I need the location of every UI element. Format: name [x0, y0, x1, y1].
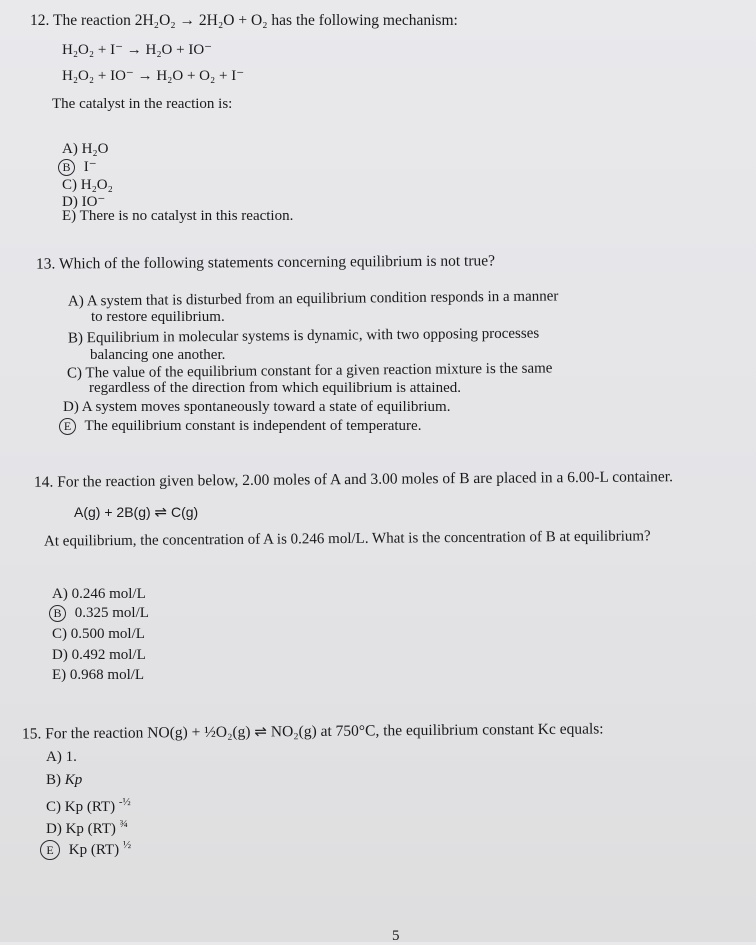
option-text: Kp (RT): [64, 799, 116, 815]
option-letter: E): [52, 667, 67, 683]
option-letter: A): [52, 586, 68, 602]
option-letter: C): [66, 365, 83, 382]
q15-option-c: [46, 793, 131, 816]
q13-option-a-line2: to restore equilibrium.: [91, 309, 225, 325]
option-text: Equilibrium in molecular systems is dynamic, with two opposing processes: [86, 325, 540, 347]
option-letter: A): [62, 141, 78, 157]
option-exponent: ¾: [119, 818, 128, 830]
option-text: Kp (RT): [65, 821, 116, 837]
option-text: The value of the equilibrium constant for a given reaction mixture is the same: [85, 360, 553, 382]
option-letter: C): [62, 177, 77, 193]
q14-option-a: [52, 585, 146, 603]
q13-option-e-circled: [59, 417, 421, 435]
q12-prompt: The catalyst in the reaction is:: [52, 96, 233, 112]
option-text: A system that is disturbed from an equilibrium condition responds in a manner: [86, 288, 559, 310]
q14-option-b-circled: [49, 604, 149, 622]
q13-option-b-line2: balancing one another.: [90, 347, 226, 363]
option-text: 0.246 mol/L: [71, 586, 146, 602]
option-exponent: ½: [122, 839, 132, 851]
equilibrium-arrow-icon: ⇌: [254, 722, 268, 741]
option-letter: D): [52, 647, 68, 663]
q13-option-b-line1: [68, 325, 539, 348]
q15-option-d: [46, 815, 128, 838]
q14-stem: 14. For the reaction given below, 2.00 moles of A and 3.00 moles of B are placed in a 6.00-L container.: [33, 468, 673, 491]
q14-option-c: [52, 625, 145, 643]
q13-option-c-line2: regardless of the direction from which equilibrium is attained.: [89, 380, 461, 396]
option-letter: E): [62, 208, 77, 224]
reaction-products: C(g): [171, 504, 199, 520]
q15-stem-reactants: 15. For the reaction NO(g) + ½O₂(g): [21, 723, 251, 743]
option-text: Kp (RT): [68, 842, 120, 858]
option-text: IO⁻: [81, 194, 106, 210]
option-exponent: -½: [118, 796, 131, 808]
q15-option-a: [46, 748, 77, 766]
q12-mechanism-step1: H₂O₂ + I⁻ → H₂O + IO⁻: [62, 42, 213, 58]
option-text: A system moves spontaneously toward a state of equilibrium.: [81, 399, 451, 415]
option-letter: D): [63, 399, 79, 415]
option-text: 0.492 mol/L: [71, 647, 146, 663]
q14-option-d: [52, 646, 146, 664]
q15-stem: [22, 719, 604, 743]
option-text: I⁻: [83, 159, 97, 175]
option-text: Kp: [64, 772, 83, 788]
option-letter: B): [67, 330, 84, 347]
option-text: 0.968 mol/L: [69, 667, 145, 683]
option-letter: D): [46, 821, 62, 837]
page-number: 5: [392, 928, 400, 944]
option-letter: A): [67, 293, 84, 310]
circled-answer-mark: E: [40, 840, 60, 860]
q12-option-b-circled: [58, 158, 97, 176]
q12-option-e: [62, 207, 293, 225]
q15-option-b: [46, 771, 82, 789]
q12-option-c: [62, 176, 113, 194]
q14-question: At equilibrium, the concentration of A is 0.246 mol/L. What is the concentration of B at equilibrium?: [43, 528, 651, 550]
option-text: 0.325 mol/L: [74, 605, 149, 621]
q15-stem-rest: NO₂(g) at 750°C, the equilibrium constant Kc equals:: [270, 720, 604, 741]
option-letter: A): [46, 749, 62, 765]
q15-option-e-circled: [40, 836, 131, 860]
option-letter: C): [52, 626, 67, 642]
equilibrium-arrow-icon: ⇌: [154, 503, 168, 521]
reaction-reactants: A(g) + 2B(g): [74, 504, 151, 520]
q12-mechanism-step2: H₂O₂ + IO⁻ → H₂O + O₂ + I⁻: [62, 68, 245, 84]
option-text: H₂O₂: [80, 177, 113, 193]
option-letter: C): [46, 799, 61, 815]
q12-stem: 12. The reaction 2H₂O₂ → 2H₂O + O₂ has the following mechanism:: [30, 12, 458, 29]
circled-answer-mark: B: [49, 605, 66, 622]
option-text: H₂O: [81, 141, 109, 157]
q13-stem: 13. Which of the following statements concerning equilibrium is not true?: [35, 252, 496, 273]
option-text: There is no catalyst in this reaction.: [79, 208, 294, 224]
circled-answer-mark: B: [58, 159, 75, 176]
option-text: 0.500 mol/L: [70, 626, 145, 642]
q14-reaction: [74, 503, 198, 521]
q14-option-e: [52, 666, 144, 684]
option-letter: D): [62, 194, 78, 210]
circled-answer-mark: E: [59, 418, 76, 435]
q13-option-d: [63, 398, 450, 416]
q12-option-a: [62, 140, 108, 158]
option-letter: B): [46, 772, 61, 788]
option-text: 1.: [65, 749, 77, 765]
option-text: The equilibrium constant is independent of temperature.: [84, 418, 422, 434]
